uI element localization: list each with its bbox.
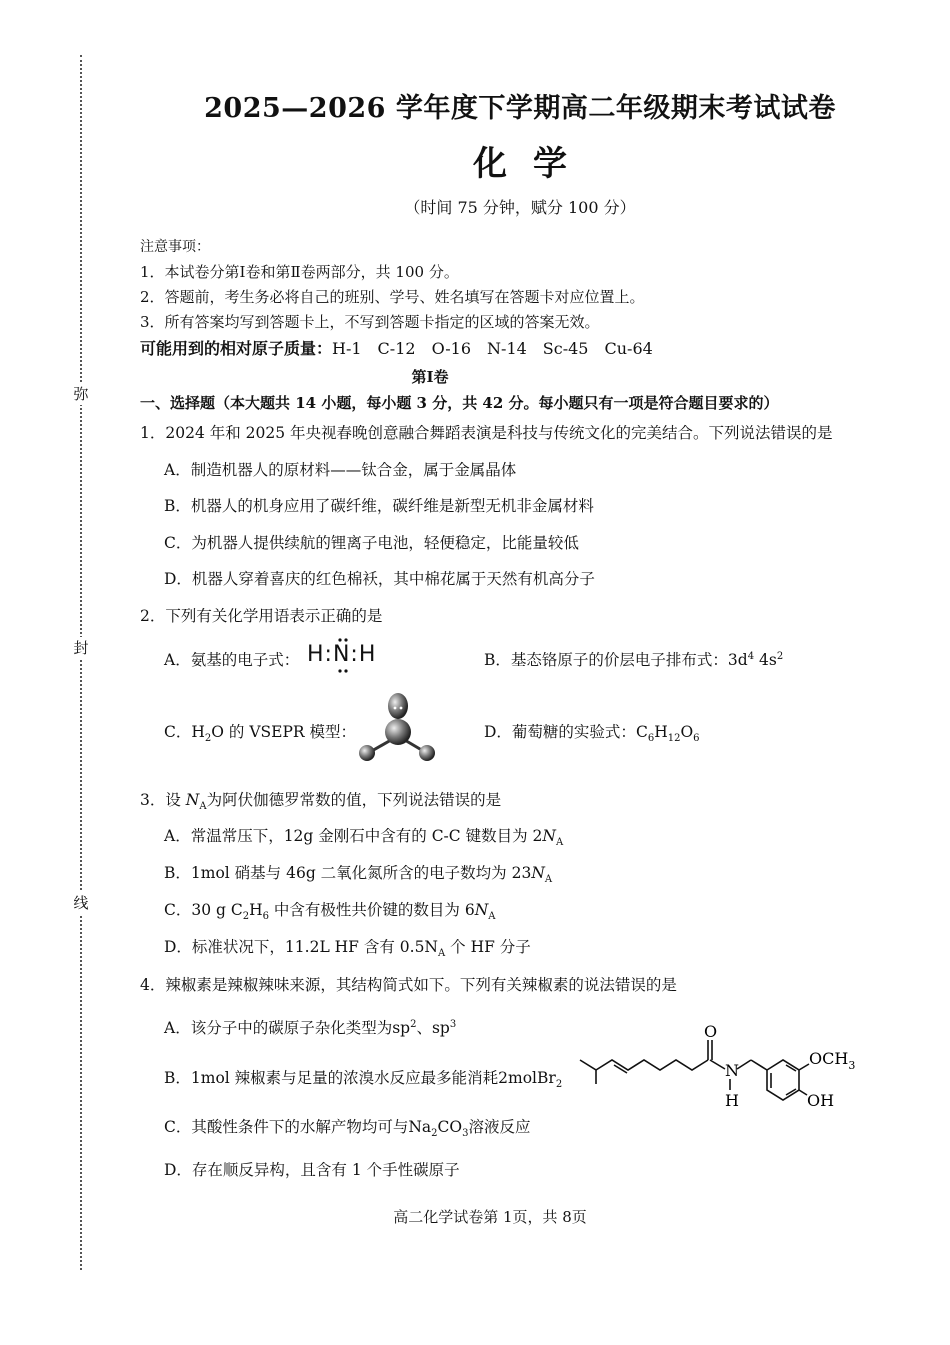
q3-stem — [140, 788, 501, 812]
q2-option-d — [484, 720, 700, 744]
q4-c-c: 溶液反应 — [468, 1118, 531, 1136]
q4-a-b: 、sp — [416, 1019, 450, 1037]
q3-option-c — [164, 898, 496, 922]
q4-option-a — [164, 1016, 456, 1038]
note-item-1: 1．本试卷分第Ⅰ卷和第Ⅱ卷两部分，共 100 分。 — [140, 263, 459, 281]
q1-option-a: A．制造机器人的原材料——钛合金，属于金属晶体 — [164, 461, 517, 479]
cr-config-4s-sup: 2 — [776, 650, 784, 662]
q2-c-sub: 2 — [204, 733, 212, 745]
q3-a-text: A．常温常压下，12g 金刚石中含有的 C-C 键数目为 2 — [164, 827, 543, 845]
margin-char-feng: 封 — [70, 637, 92, 659]
q4-a-a: A．该分子中的碳原子杂化类型为sp — [164, 1019, 411, 1037]
glucose-h-sub: 12 — [667, 733, 681, 745]
glucose-o: O — [680, 723, 694, 741]
q3-stem-a-sub: A — [199, 801, 207, 813]
cr-config-4s: 4s — [754, 651, 777, 669]
q3-stem-b: 为阿伏伽德罗常数的值，下列说法错误的是 — [206, 791, 502, 809]
q4-c-b: CO — [437, 1118, 463, 1136]
part1-title: 第Ⅰ卷 — [411, 368, 449, 386]
q2-c-h: C．H — [164, 723, 205, 741]
q3-c-c: 中含有极性共价键的数目为 6 — [269, 901, 475, 919]
notes-heading: 注意事项： — [140, 239, 210, 255]
q3-c-a: C．30 g C — [164, 901, 243, 919]
q3-c-sub2: 6 — [262, 911, 269, 923]
q4-option-b — [164, 1066, 562, 1090]
glucose-c: C — [635, 723, 648, 741]
note-item-2: 2．答题前，考生务必将自己的班别、学号、姓名填写在答题卡对应位置上。 — [140, 288, 645, 306]
q3-c-n: N — [474, 901, 489, 919]
cr-config-3d: 3d — [727, 651, 748, 669]
struct-carbonyl-o: O — [704, 1022, 718, 1041]
cr-config-3d-sup: 4 — [747, 650, 755, 662]
struct-methoxy-sub: 3 — [848, 1059, 856, 1072]
glucose-o-sub: 6 — [693, 733, 700, 745]
q3-a-sub: A — [555, 837, 564, 849]
q2-option-a-label: A．氨基的电子式： — [164, 651, 300, 669]
q1-option-b: B．机器人的机身应用了碳纤维，碳纤维是新型无机非金属材料 — [164, 497, 594, 515]
q2-option-c — [164, 720, 356, 744]
capsaicin-structure-diagram — [575, 1018, 865, 1118]
q3-d-b: 个 HF 分子 — [445, 938, 531, 956]
q3-b-text: B．1mol 硝基与 46g 二氧化氮所含的电子数均为 23 — [164, 864, 532, 882]
atomic-mass-line — [140, 336, 653, 359]
q4-a-sup2: 3 — [449, 1018, 457, 1030]
q1-option-d: D．机器人穿着喜庆的红色棉袄，其中棉花属于天然有机高分子 — [164, 570, 595, 588]
struct-amide-h: H — [725, 1091, 739, 1110]
atomic-mass-values: H-1 C-12 O-16 N-14 Sc-45 Cu-64 — [332, 339, 653, 358]
q2-d-label: D．葡萄糖的实验式： — [484, 723, 636, 741]
q3-option-d — [164, 935, 531, 959]
q3-stem-a: 3．设 — [140, 791, 186, 809]
section-title: 一、选择题（本大题共 14 小题，每小题 3 分，共 42 分。每小题只有一项是符合题目要求的） — [140, 394, 779, 412]
q1-stem: 1．2024 年和 2025 年央视春晚创意融合舞蹈表演是科技与传统文化的完美结合。下列说法错误的是 — [140, 424, 833, 442]
struct-hydroxyl: OH — [807, 1091, 835, 1110]
q4-b-sub: 2 — [555, 1079, 563, 1091]
q4-option-c — [164, 1115, 531, 1139]
q2-option-b-label: B．基态铬原子的价层电子排布式： — [484, 651, 728, 669]
exam-title: 2025—2026 学年度下学期高二年级期末考试试卷 — [204, 93, 836, 124]
q2-option-b — [484, 648, 783, 670]
q1-option-c: C．为机器人提供续航的锂离子电池，轻便稳定，比能量较低 — [164, 534, 579, 552]
q3-stem-n: N — [185, 791, 200, 809]
vsepr-model-icon — [355, 688, 440, 768]
binding-dotted-line — [80, 55, 82, 1270]
margin-char-mi: 弥 — [70, 383, 92, 405]
glucose-c-sub: 6 — [647, 733, 655, 745]
q3-option-b — [164, 861, 552, 885]
time-note: （时间 75 分钟，赋分 100 分） — [404, 198, 636, 217]
q3-c-sub1: 2 — [242, 911, 250, 923]
q3-c-b: H — [249, 901, 263, 919]
exam-subject: 化学 — [473, 144, 593, 184]
q4-option-d: D．存在顺反异构，且含有 1 个手性碳原子 — [164, 1161, 460, 1179]
q3-b-sub: A — [544, 874, 553, 886]
q3-d-a: D．标准状况下，11.2L HF 含有 0.5N — [164, 938, 438, 956]
q4-c-sub1: 2 — [431, 1128, 438, 1140]
electron-dots-icon — [300, 636, 390, 676]
q4-c-sub2: 3 — [462, 1128, 469, 1140]
q2-c-label: O 的 VSEPR 模型： — [211, 723, 356, 741]
page-footer: 高二化学试卷第 1页，共 8页 — [393, 1208, 587, 1226]
q4-stem: 4．辣椒素是辣椒辣味来源，其结构简式如下。下列有关辣椒素的说法错误的是 — [140, 976, 677, 994]
struct-methoxy — [809, 1049, 855, 1072]
q3-option-a — [164, 824, 563, 848]
amino-electron-formula: H:N:H — [307, 642, 377, 667]
q4-c-a: C．其酸性条件下的水解产物均可与Na — [164, 1118, 432, 1136]
q4-a-sup1: 2 — [410, 1018, 417, 1030]
q3-d-sub: A — [438, 948, 446, 960]
struct-methoxy-och: OCH — [809, 1049, 849, 1068]
q3-a-n: N — [542, 827, 556, 845]
q4-b-a: B．1mol 辣椒素与足量的浓溴水反应最多能消耗2molBr — [164, 1069, 556, 1087]
note-item-3: 3．所有答案均写到答题卡上，不写到答题卡指定的区域的答案无效。 — [140, 313, 600, 331]
glucose-h: H — [654, 723, 668, 741]
atomic-mass-label: 可能用到的相对原子质量： — [140, 339, 333, 358]
q3-c-nsub: A — [488, 911, 496, 923]
q3-b-n: N — [531, 864, 545, 882]
margin-char-xian: 线 — [70, 892, 92, 914]
struct-amide-n: N — [725, 1061, 739, 1080]
q2-stem: 2．下列有关化学用语表示正确的是 — [140, 607, 383, 625]
